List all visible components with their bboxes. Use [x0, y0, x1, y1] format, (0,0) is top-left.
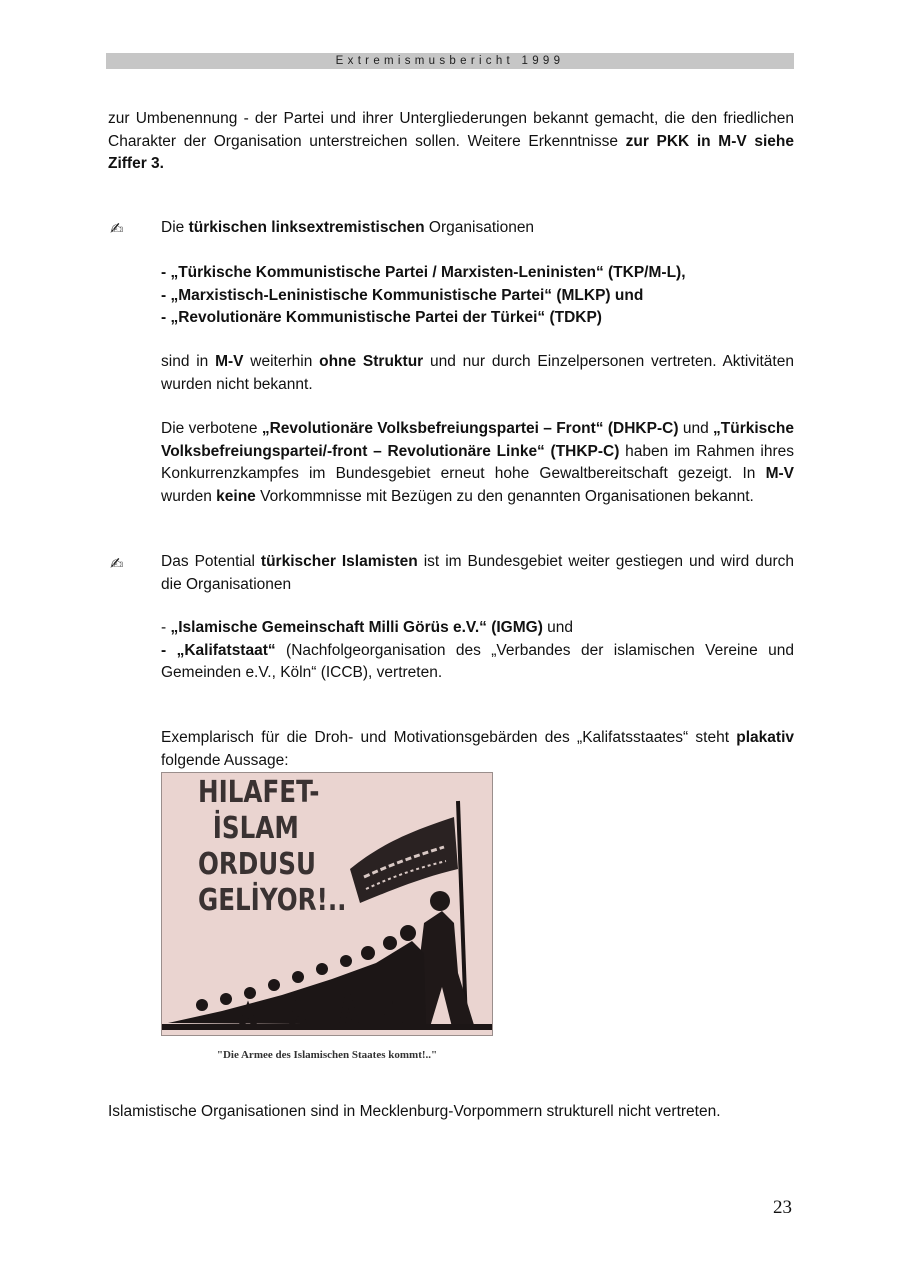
- paragraph-intro-text: zur Umbenennung - der Partei und ihrer Untergliederungen bekannt gemacht, die den friedlichen Charakter der Organisation unterstreichen sollen. Weitere Erkenntnisse: [108, 110, 794, 150]
- paragraph-closing: Islamistische Organisationen sind in Mecklenburg-Vorpommern strukturell nicht vertreten.: [108, 1103, 721, 1120]
- org-list-item: - „Revolutionäre Kommunistische Partei der Türkei“ (TDKP): [161, 309, 602, 326]
- text-run: Vorkommnisse mit Bezügen zu den genannten Organisationen bekannt.: [255, 487, 754, 505]
- paragraph-structure: [161, 351, 794, 396]
- paragraph-exemplar: [161, 727, 794, 772]
- poster-caption: "Die Armee des Islamischen Staates kommt!..": [216, 1049, 438, 1061]
- text-run-bold: plakativ: [736, 729, 794, 746]
- paragraph-intro: [108, 108, 794, 176]
- poster-headline-line: GELİYOR!..: [198, 883, 347, 918]
- paragraph-dhkp: [161, 418, 794, 508]
- running-header: [106, 53, 794, 69]
- poster-headline-line: ORDUSU: [198, 847, 316, 882]
- writing-hand-icon: ✍: [110, 554, 124, 573]
- text-run: und nur durch Einzelpersonen vertreten. Aktivitäten wurden nicht bekannt.: [161, 353, 794, 393]
- text-run: und: [542, 619, 574, 636]
- section1-intro-b: türkischen linksextremistischen: [188, 219, 425, 236]
- org-list: [161, 262, 794, 330]
- header-title: Extremismusbericht 1999: [335, 55, 565, 67]
- propaganda-poster-image: [161, 772, 493, 1036]
- poster-headline-line: HILAFET-: [198, 775, 320, 810]
- text-run: Die verbotene: [161, 420, 262, 437]
- text-run: -: [161, 619, 171, 636]
- org-list-item: - „Marxistisch-Leninistische Kommunistische Partei“ (MLKP) und: [161, 286, 644, 304]
- text-run: und: [678, 420, 714, 437]
- islamist-org-list: [161, 617, 794, 685]
- text-run-bold: türkischer Islamisten: [260, 553, 418, 570]
- text-run: weiterhin: [243, 353, 320, 370]
- section1-intro: [161, 217, 794, 240]
- poster-headline: [198, 775, 347, 919]
- text-run: wurden: [161, 487, 217, 505]
- text-run: ist im Bundesgebiet weiter gestiegen und wird durch die Organisationen: [161, 553, 795, 593]
- poster-headline-line: İSLAM: [212, 811, 299, 846]
- text-run: haben im Rahmen ihres Konkurrenzkampfes im Bundesgebiet erneut hohe Gewaltbereitschaft gezeigt. In: [161, 442, 794, 482]
- writing-hand-icon: ✍: [110, 219, 124, 238]
- text-run-bold: ohne Struktur: [319, 353, 424, 370]
- section1-intro-c: Organisationen: [424, 219, 535, 236]
- text-run-bold: „Revolutionäre Volksbefreiungspartei – Front“ (DHKP-C): [261, 420, 679, 437]
- islamist-org-item: [161, 640, 794, 685]
- islamist-org-item: [161, 617, 794, 640]
- text-run-bold: M-V: [765, 465, 794, 482]
- text-run-bold: „Türkische Volksbefreiungspartei/-front – Revolutionäre Linke“ (THKP-C): [161, 420, 795, 460]
- text-run-bold: keine: [216, 487, 256, 505]
- paragraph-intro-bold: zur PKK in M-V siehe Ziffer 3.: [108, 132, 794, 172]
- text-run: sind in: [161, 353, 216, 370]
- org-list-item: - „Türkische Kommunistische Partei / Marxisten-Leninisten“ (TKP/M-L),: [161, 264, 686, 281]
- text-run: Exemplarisch für die Droh- und Motivationsgebärden des „Kalifatsstaates“ steht: [161, 729, 737, 746]
- section2-intro: [161, 551, 794, 596]
- text-run: folgende Aussage:: [161, 751, 289, 769]
- page-number: 23: [773, 1197, 792, 1218]
- text-run-bold: M-V: [215, 353, 244, 370]
- text-run-bold: „Islamische Gemeinschaft Milli Görüs e.V.“ (IGMG): [170, 619, 543, 636]
- text-run: (Nachfolgeorganisation des „Verbandes der islamischen Vereine und Gemeinden e.V., Köln“ (ICCB), vertreten.: [161, 641, 794, 681]
- text-run-bold: - „Kalifatstaat“: [161, 641, 276, 659]
- text-run: Das Potential: [161, 553, 261, 570]
- section1-intro-a: Die: [161, 219, 189, 236]
